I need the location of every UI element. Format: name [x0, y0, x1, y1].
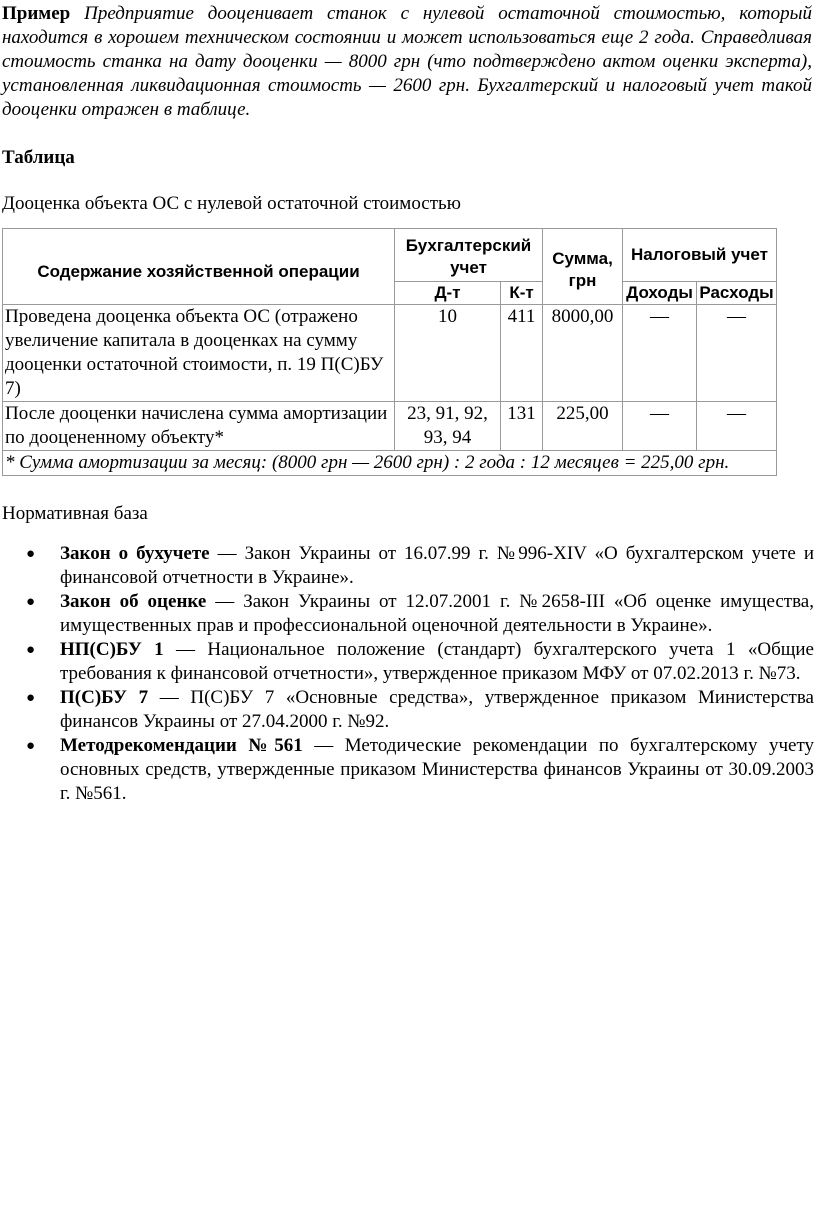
row-debit: 23, 91, 92, 93, 94 — [395, 402, 501, 451]
norm-term: Методрекомендации №561 — [60, 735, 303, 756]
bullet-icon: ● — [26, 594, 36, 610]
table-footnote-row — [3, 451, 777, 476]
header-tax: Налоговый учет — [623, 229, 777, 282]
row-income: — — [623, 402, 697, 451]
document-page — [0, 0, 816, 216]
header-credit: К-т — [501, 282, 543, 305]
row-credit: 131 — [501, 402, 543, 451]
list-item — [22, 734, 814, 806]
row-amount: 8000,00 — [543, 305, 623, 402]
table-header-row-1 — [3, 229, 777, 282]
row-debit: 10 — [395, 305, 501, 402]
list-item — [22, 686, 814, 734]
norm-text: — П(С)БУ 7 «Основные средства», утвержденное приказом Министерства финансов Украины от 27.04.2000 г. №92. — [60, 687, 814, 732]
norm-text: — Закон Украины от 12.07.2001 г. №2658-III «Об оценке имущества, имущественных прав и профессиональной оценочной деятельности в Украине». — [60, 591, 814, 636]
norm-text: — Закон Украины от 16.07.99 г. №996-XIV «О бухгалтерском учете и финансовой отчетности в Украине». — [60, 543, 815, 588]
row-credit: 411 — [501, 305, 543, 402]
table-caption: Дооценка объекта ОС с нулевой остаточной стоимостью — [2, 193, 461, 214]
norm-term: Закон об оценке — [60, 591, 207, 612]
header-expenses: Расходы — [697, 282, 777, 305]
bullet-icon: ● — [26, 690, 36, 706]
row-expenses: — — [697, 305, 777, 402]
intro-text: Предприятие дооценивает станок с нулевой остаточной стоимостью, который находится в хорошем техническом состоянии и может использоваться еще 2 года. Справедливая стоимость станка на дату дооценки — 8000 грн (что подтверждено актом оценки эксперта), установленная ликвидационная стоимость — 2600 грн. Бухгалтерский и налоговый учет такой дооценки отражен в таблице. — [2, 3, 812, 120]
norms-title: Нормативная база — [2, 503, 148, 524]
section-heading: Таблица — [2, 147, 75, 168]
norm-term: П(С)БУ 7 — [60, 687, 149, 708]
row-income: — — [623, 305, 697, 402]
row-amount: 225,00 — [543, 402, 623, 451]
norm-text: — Методические рекомендации по бухгалтерскому учету основных средств, утвержденные приказом Министерства финансов Украины от 30.09.2003 г. №561. — [60, 735, 814, 804]
norm-term: НП(С)БУ 1 — [60, 639, 164, 660]
row-operation: Проведена дооценка объекта ОС (отражено увеличение капитала в дооценках на сумму дооценки остаточной стоимости, п. 19 П(С)БУ 7) — [3, 305, 395, 402]
bullet-icon: ● — [26, 546, 36, 562]
row-operation: После дооценки начислена сумма амортизации по дооцененному объекту* — [3, 402, 395, 451]
norms-list — [22, 542, 814, 806]
bullet-icon: ● — [26, 738, 36, 754]
bullet-icon: ● — [26, 642, 36, 658]
table-footnote: * Сумма амортизации за месяц: (8000 грн — 2600 грн) : 2 года : 12 месяцев = 225,00 грн. — [3, 451, 777, 476]
table-row — [3, 305, 777, 402]
intro-paragraph — [2, 2, 812, 122]
norm-term: Закон о бухучете — [60, 543, 210, 564]
list-item — [22, 542, 814, 590]
header-income: Доходы — [623, 282, 697, 305]
header-accounting: Бухгалтерский учет — [395, 229, 543, 282]
header-operation: Содержание хозяйственной операции — [3, 229, 395, 305]
intro-lead: Пример — [2, 3, 71, 24]
list-item — [22, 590, 814, 638]
norm-text: — Национальное положение (стандарт) бухгалтерского учета 1 «Общие требования к финансовой отчетности», утвержденное приказом МФУ от 07.02.2013 г. №73. — [60, 639, 814, 684]
list-item — [22, 638, 814, 686]
operations-table — [2, 228, 777, 476]
header-debit: Д-т — [395, 282, 501, 305]
table-row — [3, 402, 777, 451]
row-expenses: — — [697, 402, 777, 451]
header-amount: Сумма, грн — [543, 229, 623, 305]
